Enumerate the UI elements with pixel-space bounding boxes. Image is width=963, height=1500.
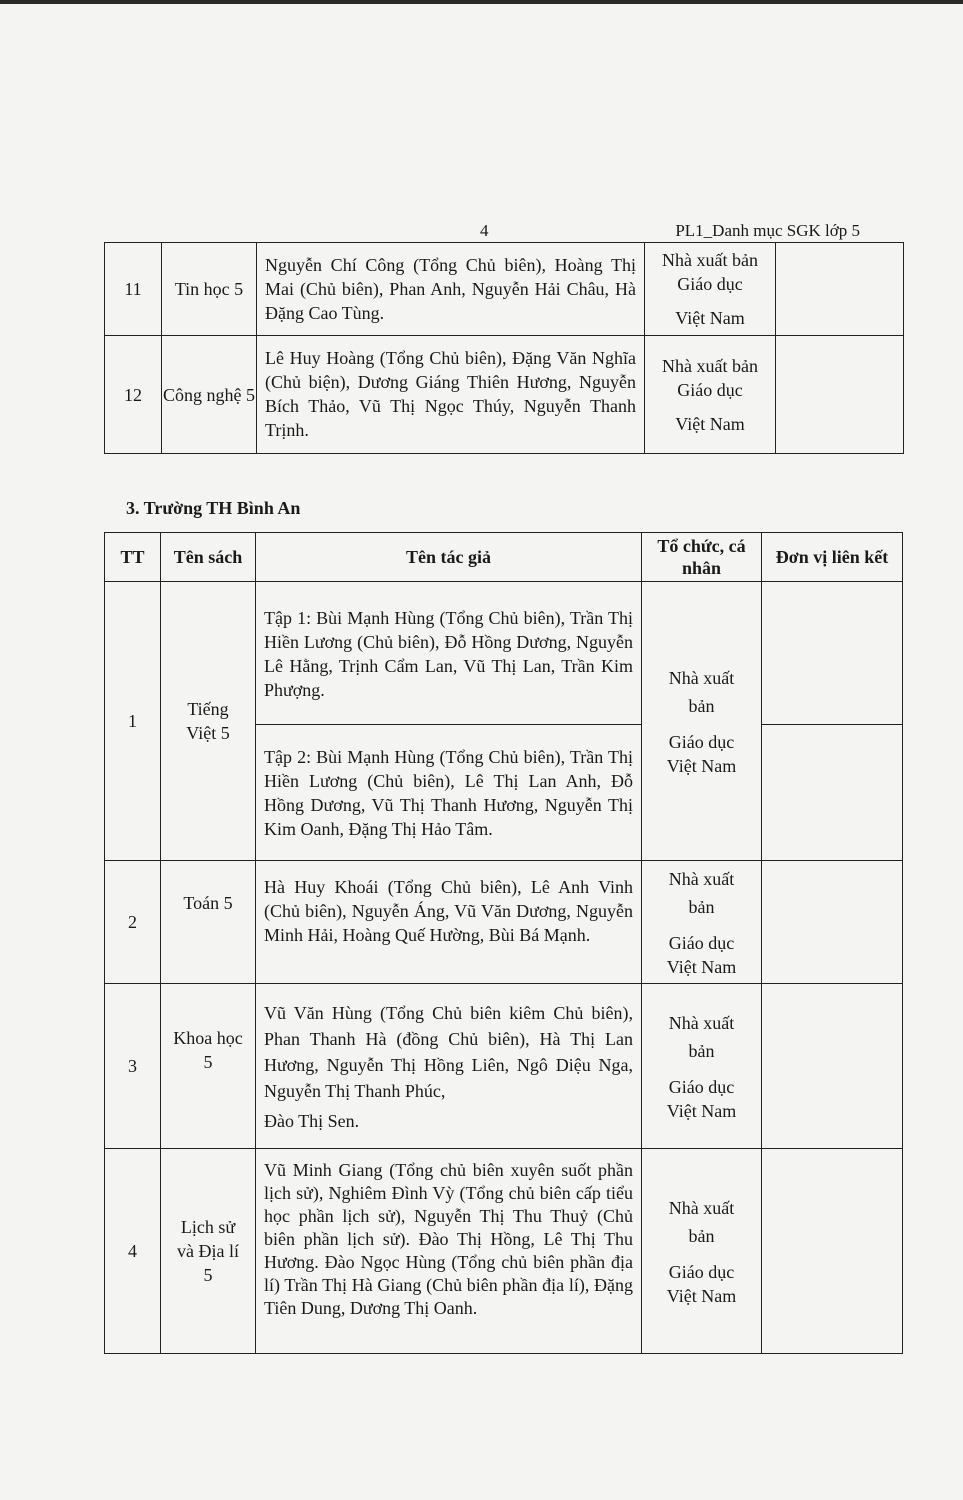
- page-header: [104, 221, 904, 243]
- publisher-line: Việt Nam: [675, 308, 745, 328]
- publisher-line: Giáo dục Việt Nam: [666, 1262, 737, 1306]
- spacer: [642, 1250, 761, 1260]
- publisher: [642, 984, 762, 1149]
- table-row: [105, 984, 903, 1149]
- publisher-line: Nhà xuất bản: [668, 668, 735, 716]
- column-header-authors: Tên tác giả: [256, 533, 642, 582]
- publisher-line: Giáo dục Việt Nam: [666, 1077, 737, 1121]
- author-text: Đào Thị Sen.: [264, 1111, 360, 1131]
- publisher-line: Giáo dục Việt Nam: [666, 732, 737, 776]
- page-number: 4: [480, 221, 489, 240]
- table-row: [105, 861, 903, 984]
- author-text: Vũ Văn Hùng (Tổng Chủ biên kiêm Chủ biên), Phan Thanh Hà (đồng Chủ biên), Hà Thị Lan Hương, Nguyễn Thị Hồng Liên, Ngô Diệu Nga, Nguyễn Thị Thanh Phúc,: [264, 1003, 633, 1101]
- partner-cell: [776, 336, 904, 454]
- row-number: 1: [105, 582, 161, 861]
- textbook-table-binh-an: [104, 532, 903, 1354]
- publisher-line: Nhà xuất bản: [668, 869, 735, 917]
- table-row: [105, 243, 904, 336]
- author-list: Hà Huy Khoái (Tổng Chủ biên), Lê Anh Vinh (Chủ biên), Nguyễn Áng, Vũ Văn Dương, Nguyễn Minh Hải, Hoàng Quế Hường, Bùi Bá Mạnh.: [256, 861, 642, 984]
- spacer: [642, 720, 761, 730]
- column-header-book: Tên sách: [161, 533, 256, 582]
- author-list-volume-2: Tập 2: Bùi Mạnh Hùng (Tổng Chủ biên), Trần Thị Hiền Lương (Chủ biên), Lê Thị Lan Anh, Đỗ Hồng Dương, Vũ Thị Thanh Hương, Nguyễn Thị Kim Oanh, Đặng Thị Hảo Tâm.: [256, 725, 642, 861]
- author-list: Lê Huy Hoàng (Tổng Chủ biên), Đặng Văn Nghĩa (Chủ biện), Dương Giáng Thiên Hương, Nguyễn Bích Thảo, Vũ Thị Ngọc Thúy, Nguyễn Thanh Trịnh.: [257, 336, 645, 454]
- row-number: 3: [105, 984, 161, 1149]
- column-header-org: Tổ chức, cá nhân: [642, 533, 762, 582]
- spacer: [642, 1065, 761, 1075]
- publisher: [645, 336, 776, 454]
- publisher-line: Nhà xuất bản: [662, 355, 758, 376]
- book-title: Tin học 5: [162, 243, 257, 336]
- author-list-volume-1: Tập 1: Bùi Mạnh Hùng (Tổng Chủ biên), Trần Thị Hiền Lương (Chủ biên), Đỗ Hồng Dương, Nguyễn Lê Hằng, Trịnh Cẩm Lan, Vũ Thị Lan, Trần Kim Phượng.: [256, 582, 642, 725]
- publisher-line: Giáo dục Việt Nam: [666, 933, 737, 977]
- book-title: Lịch sử và Địa lí 5: [161, 1149, 256, 1354]
- publisher-line: Nhà xuất bản: [668, 1013, 735, 1061]
- row-number: 12: [105, 336, 162, 454]
- row-number: 11: [105, 243, 162, 336]
- table-row: [105, 336, 904, 454]
- partner-cell: [762, 984, 903, 1149]
- partner-cell: [762, 582, 903, 725]
- publisher-line: Nhà xuất bản: [662, 250, 758, 270]
- table-row: [105, 1149, 903, 1354]
- author-list: [256, 984, 642, 1149]
- textbook-table-continued: [104, 242, 904, 454]
- scan-edge: [0, 0, 963, 4]
- book-title: Toán 5: [161, 861, 256, 984]
- partner-cell: [762, 1149, 903, 1354]
- publisher-line: Việt Nam: [675, 413, 745, 434]
- publisher: [642, 861, 762, 984]
- document-reference: PL1_Danh mục SGK lớp 5: [675, 221, 860, 240]
- column-header-tt: TT: [105, 533, 161, 582]
- spacer: [645, 402, 775, 412]
- section-title: 3. Trường TH Bình An: [126, 498, 301, 518]
- publisher-line: Nhà xuất bản: [668, 1198, 735, 1246]
- author-list: Nguyễn Chí Công (Tổng Chủ biên), Hoàng Thị Mai (Chủ biên), Phan Anh, Nguyễn Hải Châu, Hà Đặng Cao Tùng.: [257, 243, 645, 336]
- table-row: [105, 582, 903, 725]
- column-header-partner: Đơn vị liên kết: [762, 533, 903, 582]
- spacer: [264, 1104, 633, 1108]
- publisher: [642, 582, 762, 861]
- spacer: [642, 921, 761, 931]
- partner-cell: [762, 861, 903, 984]
- row-number: 2: [105, 861, 161, 984]
- partner-cell: [762, 725, 903, 861]
- table-header-row: [105, 533, 903, 582]
- publisher-line: Giáo dục: [677, 274, 743, 294]
- book-title: Khoa học 5: [161, 984, 256, 1149]
- publisher: [645, 243, 776, 336]
- row-number: 4: [105, 1149, 161, 1354]
- spacer: [645, 296, 775, 306]
- book-title: Công nghệ 5: [162, 336, 257, 454]
- book-title: Tiếng Việt 5: [161, 582, 256, 861]
- author-list: Vũ Minh Giang (Tổng chủ biên xuyên suốt phần lịch sử), Nghiêm Đình Vỳ (Tổng chủ biên cấp tiểu học phần lịch sử), Nguyễn Thị Thu Thuỷ (Chủ biên phần lịch sử). Đào Thị Hồng, Lê Thị Thu Hương. Đào Ngọc Hùng (Tổng chủ biên phần địa lí) Trần Thị Hà Giang (Chủ biên phần địa lí), Đặng Tiên Dung, Dương Thị Oanh.: [256, 1149, 642, 1354]
- partner-cell: [776, 243, 904, 336]
- publisher-line: Giáo dục: [677, 379, 743, 400]
- publisher: [642, 1149, 762, 1354]
